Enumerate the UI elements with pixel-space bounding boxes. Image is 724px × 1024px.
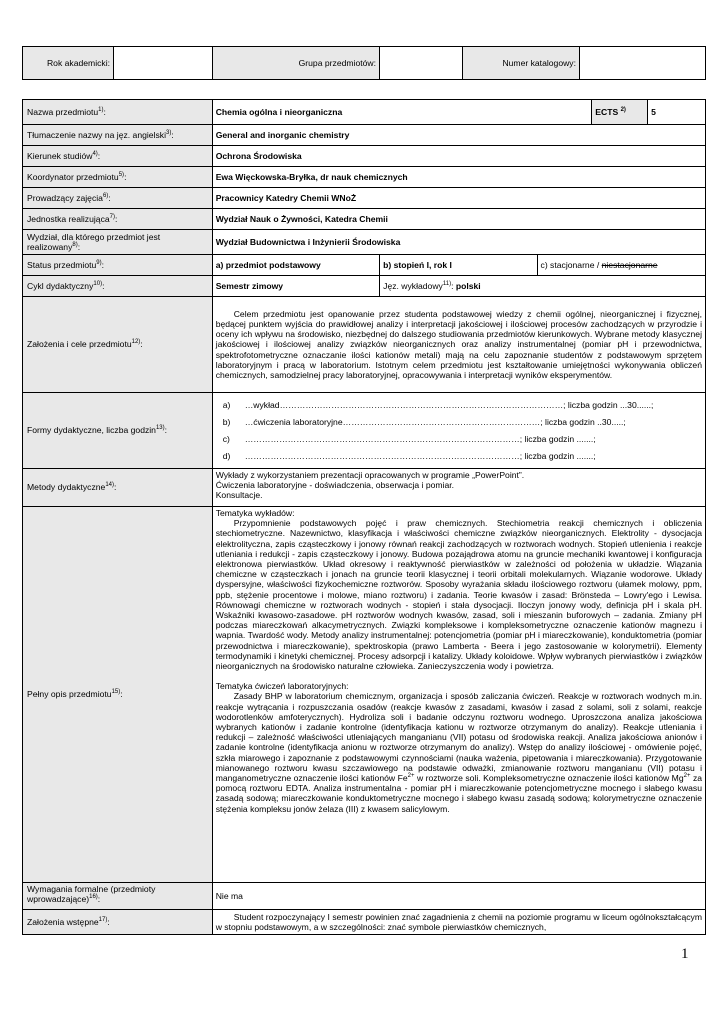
prowadzacy-value: Pracownicy Katedry Chemii WNoŻ	[212, 188, 705, 209]
row-formy	[23, 393, 706, 469]
zalozenia-label: Założenia i cele przedmiotu$^{12)}$:	[23, 297, 213, 393]
header-table	[22, 46, 706, 80]
tlumaczenie-label: Tłumaczenie nazwy na jęz. angielski$^{3)}$:	[23, 125, 213, 146]
nazwa-value: Chemia ogólna i nieorganiczna	[212, 100, 592, 125]
wydzial-value: Wydział Budownictwa i Inżynierii Środowiska	[212, 230, 705, 255]
tlumaczenie-value: General and inorganic chemistry	[212, 125, 705, 146]
formy-item: d) ……………………………………………………………………………………; liczba godzin .......;	[222, 450, 596, 461]
numer-value	[580, 47, 706, 80]
row-kierunek	[23, 146, 706, 167]
row-opis	[23, 507, 706, 883]
zalozenia-text: Celem przedmiotu jest opanowanie przez studenta podstawowej wiedzy z chemii ogólnej, nieorganicznej i fizycznej, będącej punktem wyjścia do prawidłowej analizy i interpretacji jakościowej i ilościowej procesów zachodzących w przyrodzie i oceny ich wpływu na środowisko, niezbędnej do dalszego studiowania przedmiotów kierunkowych. Wybrane metody klasycznej jakościowej i ilościowej analizy związków nieorganicznych oraz analizy instrumentalnej (pomiar pH i przewodnictwa, spektrofotometryczne oznaczanie ilości kationów metali) mają na celu zapoznanie studentów z podstawowym sprzętem laboratoryjnym i pracą w laboratorium. Istotnym celem przedmiotu jest kształtowanie umiejętności wykonywania obliczeń chemicznych, samodzielnej pracy laboratoryjnej, opracowywania i interpretacji wyników eksperymentów.	[212, 297, 705, 393]
formy-list	[212, 393, 705, 469]
status-c: c) stacjonarne / niestacjonarne	[537, 255, 705, 276]
jednostka-label: Jednostka realizująca$^{7)}$:	[23, 209, 213, 230]
syllabus-table	[22, 99, 706, 935]
formy-item: b) …ćwiczenia laboratoryjne……………………………………………………………; liczba godzin ..30.....;	[222, 416, 626, 427]
koordynator-label: Koordynator przedmiotu$^{5)}$:	[23, 167, 213, 188]
row-wydzial	[23, 230, 706, 255]
row-nazwa	[23, 100, 706, 125]
metody-text: Wykłady z wykorzystaniem prezentacji opracowanych w programie „PowerPoint”. Ćwiczenia laboratoryjne - doświadczenia, obserwacja i pomiar. Konsultacje.	[212, 469, 705, 507]
rok-label: Rok akademicki:	[23, 47, 114, 80]
cykl-label: Cykl dydaktyczny$^{10)}$:	[23, 276, 213, 297]
rok-value	[114, 47, 213, 80]
row-wstepne	[23, 910, 706, 935]
formy-item: a) …wykład………………………………………………………………………………………; liczba godzin ...30......;	[222, 399, 654, 410]
cykl-value: Semestr zimowy	[212, 276, 379, 297]
row-prowadzacy	[23, 188, 706, 209]
row-zalozenia	[23, 297, 706, 393]
cwiczenia-text: Zasady BHP w laboratorium chemicznym, organizacja i sposób zaliczania ćwiczeń. Reakcje w roztworach wodnych m.in. reakcje wytrącania i rozpuszczania osadów (reakcje kwasów z zasadami, kwasów i zasad z solami, soli z solami, reakcje wodorotlenków amfoterycznych). Hydroliza soli i badanie odczynu roztworu wodnego. Uproszczona analiza jakościowa wybranych kationów i zadanie kontrolne (identyfikacja kationu w roztworze otrzymanym do analizy). Reakcje utleniania i redukcji – zależność właściwości utleniających manganianu (VII) potasu od środowiska reakcji. Analiza jakościowa anionów i zadanie kontrolne (identyfikacja anionu w roztworze otrzymanym do analizy). Wstęp do analizy ilościowej - omówienie pojęć, szkła miarowego i zapoznanie z podstawowymi czynnościami (nauka ważenia, pipetowania i miareczkowania). Przygotowanie mianowanego roztworu kwasu szczawiowego na podstawie odważki, zmianowanie roztworu manganianu (VII) potasu i manganometryczne oznaczenie ilości kationów $Fe^{2+}$ w roztworze soli. Kompleksometryczne oznaczenie ilości kationów $Mg^{2+}$ za pomocą roztworu EDTA. Analiza instrumentalna - pomiar pH i miareczkowanie potencjometryczne mocnego i słabego kwasu zasadą sodową; miareczkowanie konduktometryczne mocnego i słabego kwasu zasadą sodową; kolorymetryczne oznaczenie stężenia kompleksu jonów żelaza (III) z kwasem salicylowym.	[215, 691, 703, 814]
wydzial-label: Wydział, dla którego przedmiot jest realizowany$^{8)}$:	[23, 230, 213, 255]
wyklady-text: Przypomnienie podstawowych pojęć i praw chemicznych. Stechiometria reakcji chemicznych i obliczenia stechiometryczne. Nazewnictwo, klasyfikacja i właściwości chemiczne związków nieorganicznych. Elektrolity - dysocjacja elektrolityczna, zapis cząsteczkowy i jonowy równań reakcji zachodzących w roztworach wodnych. Stopień utlenienia i reakcje utleniania i redukcji - zapis cząsteczkowy i jonowy. Budowa pozajądrowa atomu na gruncie mechaniki kwantowej i konfiguracja elektronowa pierwiastków. Układ okresowy i reaktywność pierwiastków w zależności od położenia w układzie. Wiązania chemiczne w cząsteczkach i jonach na gruncie teorii klasycznej i teorii orbitali molekularnych. Wiązanie wodorowe. Układy dyspersyjne, właściwości fizykochemiczne roztworów. Sposoby wyrażania składu ilościowego roztworu (ułamek molowy, ppm, ppb, stężenie procentowe i molowe, miano roztworu) i zadania. Teorie kwasów i zasad: Brönsteda – Lowry'ego i Lewisa. Równowagi chemiczne w roztworach wodnych - stopień i stała dysocjacji. Iloczyn jonowy wody, definicja pH i skala pH. Wskaźniki kwasowo-zasadowe. pH roztworów wodnych kwasów, zasad, soli i mieszanin buforowych – zadania. Zmiany pH podczas miareczkowań alkacymetrycznych. Związki kompleksowe i kompleksometryczne oznaczenie kationów magnezu i wapnia. Twardość wody. Metody analizy instrumentalnej: potencjometria (pomiar pH i miareczkowanie), konduktometria (pomiar przewodnictwa i miareczkowanie), spektroskopia (prawo Lamberta - Beera i jego zastosowanie w kolorymetrii). Elementy termodynamiki i kinetyki chemicznej. Procesy adsorpcji i katalizy. Układy koloidowe. Wpływ wybranych pierwiastków i związków nieorganicznych na środowisko naturalne człowieka. Zanieczyszczenia wody i powietrza.	[215, 518, 702, 672]
row-wymagania	[23, 883, 706, 910]
ects-label: ECTS $^{2)}$	[592, 100, 648, 125]
grupa-value	[380, 47, 463, 80]
formy-item: c) ……………………………………………………………………………………; liczba godzin .......;	[222, 433, 596, 444]
metody-label: Metody dydaktyczne$^{14)}$:	[23, 469, 213, 507]
status-label: Status przedmiotu$^{9)}$:	[23, 255, 213, 276]
row-metody	[23, 469, 706, 507]
nazwa-label: Nazwa przedmiotu$^{1)}$:	[23, 100, 213, 125]
row-status	[23, 255, 706, 276]
jezyk-cell: Jęz. wykładowy$^{11)}$: polski	[380, 276, 706, 297]
kierunek-value: Ochrona Środowiska	[212, 146, 705, 167]
wymagania-value: Nie ma	[212, 883, 705, 910]
numer-label: Numer katalogowy:	[463, 47, 580, 80]
wstepne-text: Student rozpoczynający I semestr powinien znać zagadnienia z chemii na poziomie programu w liceum ogólnokształcącym w stopniu podstawowym, a w szczególności: znać symbole pierwiastków chemicznych,	[212, 910, 705, 935]
grupa-label: Grupa przedmiotów:	[213, 47, 380, 80]
status-a: a) przedmiot podstawowy	[212, 255, 379, 276]
wyklady-title: Tematyka wykładów:	[215, 508, 295, 518]
jednostka-value: Wydział Nauk o Żywności, Katedra Chemii	[212, 209, 705, 230]
cwiczenia-title: Tematyka ćwiczeń laboratoryjnych:	[215, 681, 349, 692]
row-tlumaczenie	[23, 125, 706, 146]
kierunek-label: Kierunek studiów$^{4)}$:	[23, 146, 213, 167]
wstepne-label: Założenia wstępne$^{17)}$:	[23, 910, 213, 935]
koordynator-value: Ewa Więckowska-Bryłka, dr nauk chemicznych	[212, 167, 705, 188]
wymagania-label: Wymagania formalne (przedmioty wprowadzające)$^{16)}$:	[23, 883, 213, 910]
status-b: b) stopień I, rok I	[380, 255, 537, 276]
row-koordynator	[23, 167, 706, 188]
opis-text	[212, 507, 705, 883]
ects-value: 5	[648, 100, 706, 125]
row-jednostka	[23, 209, 706, 230]
formy-label: Formy dydaktyczne, liczba godzin$^{13)}$:	[23, 393, 213, 469]
opis-label: Pełny opis przedmiotu$^{15)}$:	[23, 507, 213, 883]
page-number: 1	[681, 946, 689, 962]
prowadzacy-label: Prowadzący zajęcia$^{6)}$:	[23, 188, 213, 209]
row-cykl	[23, 276, 706, 297]
